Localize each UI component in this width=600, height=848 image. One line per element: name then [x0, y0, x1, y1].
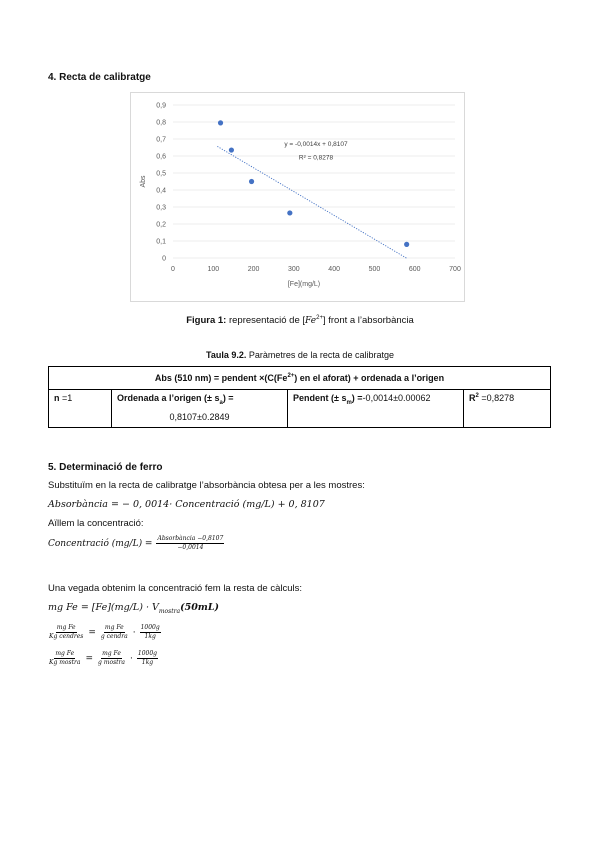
table-caption-label: Taula 9.2. [206, 350, 247, 360]
eq2-lhs: Concentració (mg/L) = [48, 538, 153, 549]
equation-5: $\frac{\text{mg Fe}}{\text{Kg mostra}}$ = $\frac{\text{mg Fe}}{\text{g mostra}}$ · $\frac{1000g}{1kg}$ [49, 650, 158, 666]
intercept-label: Ordenada a l’origen (± s [117, 393, 220, 403]
eq4-frac-1 [48, 624, 84, 641]
y-tick-label: 0,7 [156, 136, 166, 144]
paragraph-1: Substituïm en la recta de calibratge l’absorbància obtesa per a les mostres: [48, 480, 365, 491]
intercept-sub: a [219, 399, 223, 406]
eq5-frac-2 [97, 650, 126, 667]
figure-label: Figura 1: [186, 315, 227, 327]
eq5-d1: Kg mostra [49, 659, 81, 666]
figure-caption [0, 315, 600, 326]
slope-label-post: ) = [351, 393, 363, 403]
header-sup: 2+ [287, 373, 295, 379]
x-tick-label: 200 [247, 266, 260, 273]
eq5-d3: 1kg [141, 659, 154, 666]
slope-label: Pendent (± s [293, 393, 347, 403]
section-5-title: 5. Determinació de ferro [48, 462, 163, 473]
x-tick-label: 100 [207, 266, 220, 273]
calibration-chart [130, 92, 465, 302]
x-tick-label: 300 [288, 266, 300, 273]
eq5-n1: mg Fe [55, 650, 75, 657]
x-tick-label: 0 [171, 266, 175, 273]
eq4-n1: mg Fe [56, 624, 76, 631]
figure-text-before: representació de [ [228, 315, 306, 327]
eq5-frac-1 [48, 650, 81, 667]
r2-sup: 2 [475, 393, 479, 399]
data-point [287, 210, 292, 215]
cell-n-label: n [54, 393, 60, 403]
equation-4: $\frac{\text{mg Fe}}{\text{Kg cendres}}$ = $\frac{\text{mg Fe}}{\text{g cendra}}$ · $\frac{1000g}{1kg}$ [49, 624, 160, 640]
equation-3 [48, 602, 219, 615]
y-tick-label: 0,9 [156, 102, 166, 110]
eq5-d2: g mostra [98, 659, 126, 666]
x-tick-label: 500 [368, 266, 381, 273]
intercept-label-post: ) = [222, 393, 234, 403]
y-tick-label: 0,3 [156, 204, 166, 212]
y-tick-label: 0 [162, 255, 166, 263]
table-header-row [49, 367, 551, 390]
eq4-n2: mg Fe [104, 624, 124, 631]
y-tick-label: 0,6 [156, 153, 166, 161]
eq2-den: −0,0014 [177, 544, 204, 551]
y-tick-label: 0,8 [156, 119, 166, 127]
cell-n [49, 390, 112, 428]
header-post: ) en el aforat) + ordenada a l’origen [294, 373, 445, 383]
y-tick-label: 0,2 [156, 221, 166, 229]
r2-label: R [469, 393, 476, 403]
cell-slope [288, 390, 464, 428]
paragraph-3: Una vegada obtenim la concentració fem la resta de càlculs: [48, 583, 302, 594]
trend-r2: R² = 0,8278 [298, 154, 334, 162]
cell-n-value: =1 [62, 393, 73, 403]
eq5-n2: mg Fe [102, 650, 121, 657]
eq4-d3: 1kg [144, 633, 156, 640]
cell-intercept [112, 390, 288, 428]
data-point [404, 242, 409, 247]
y-axis-label: Abs [140, 175, 147, 188]
equation-1: Absorbància = − 0, 0014· Concentració (mg/L) + 0, 8107 [48, 499, 325, 510]
eq4-d1: Kg cendres [49, 633, 84, 640]
x-axis-label: [Fe](mg/L) [287, 281, 321, 288]
equation-2 [48, 535, 224, 552]
figure-species: Fe [305, 316, 317, 327]
y-tick-label: 0,1 [156, 238, 166, 246]
eq3-end: (50mL) [180, 602, 220, 613]
eq4-n3: 1000g [140, 624, 160, 631]
table-row [49, 390, 551, 428]
eq2-num: Absorbància −0,8107 [157, 535, 224, 542]
data-point [249, 179, 254, 184]
table-caption-text: Paràmetres de la recta de calibratge [248, 350, 394, 360]
eq2-fraction [156, 535, 224, 552]
eq3-sub: mostra [158, 607, 181, 615]
eq4-frac-3 [140, 624, 161, 641]
eq5-n3: 1000g [137, 650, 158, 657]
paragraph-2: Aïllem la concentració: [48, 518, 144, 529]
x-tick-label: 700 [449, 266, 461, 273]
table-header [49, 367, 551, 390]
y-tick-label: 0,5 [156, 170, 166, 178]
eq4-frac-2 [100, 624, 129, 641]
figure-text-after: ] front a l’absorbància [322, 315, 414, 327]
slope-sub: m [346, 399, 352, 406]
eq5-frac-3 [137, 650, 158, 667]
cell-r2 [464, 390, 551, 428]
eq4-d2: g cendra [100, 633, 128, 640]
r2-value: =0,8278 [481, 393, 515, 403]
header-pre: Abs (510 nm) = pendent ×(C(Fe [154, 373, 288, 383]
section-4-title: 4. Recta de calibratge [48, 72, 151, 83]
figure-charge: 2+ [316, 315, 323, 321]
intercept-value: 0,8107±0.2849 [169, 411, 230, 422]
table-caption [0, 350, 600, 360]
trend-equation: y = -0,0014x + 0,8107 [284, 140, 348, 148]
x-tick-label: 400 [328, 266, 340, 273]
slope-value: -0,0014±0.00062 [362, 393, 431, 403]
data-point [218, 120, 223, 125]
eq3-main: mg Fe = [Fe](mg/L) · V [48, 602, 159, 613]
data-point [229, 147, 234, 152]
y-tick-label: 0,4 [156, 187, 166, 195]
calibration-table [48, 366, 551, 428]
x-tick-label: 600 [408, 266, 421, 273]
